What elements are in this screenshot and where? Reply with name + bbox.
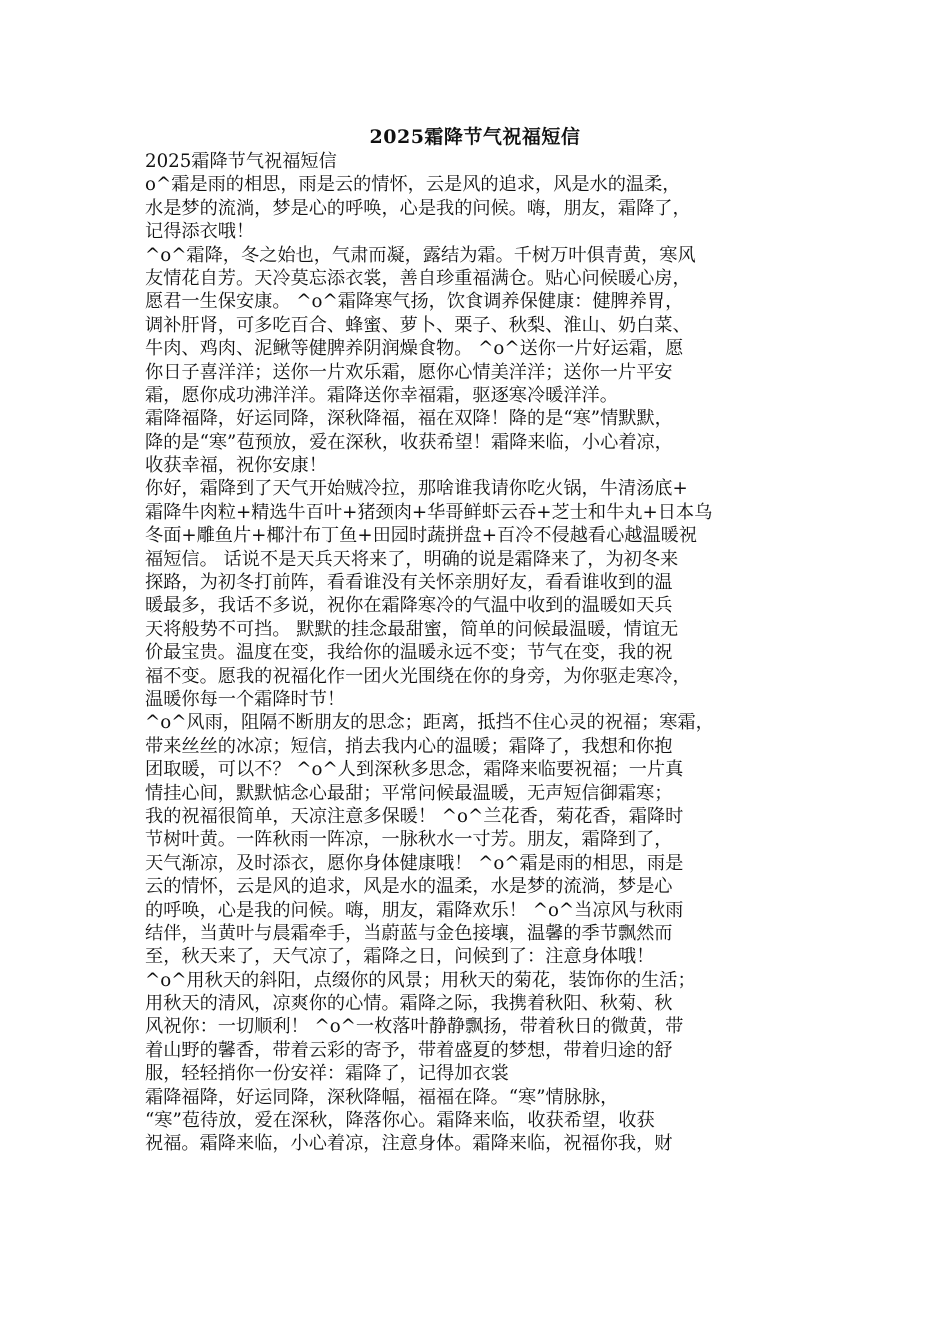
document-body [145, 150, 810, 1156]
body-line: 祝福。霜降来临，小心着凉，注意身体。霜降来临，祝福你我，财 [145, 1133, 673, 1155]
body-line: 霜降福降，好运同降，深秋降福，福在双降！降的是“寒”情默默， [145, 408, 673, 430]
body-line: 收获幸福，祝你安康！ [145, 455, 327, 477]
body-line: 降的是“寒”苞预放，爱在深秋，收获希望！霜降来临，小心着凉， [145, 431, 673, 453]
body-line: 带来丝丝的冰凉；短信，捎去我内心的温暖；霜降了，我想和你抱 [145, 735, 673, 757]
body-line: 暖最多，我话不多说，祝你在霜降寒冷的气温中收到的温暖如天兵 [145, 595, 673, 617]
body-line: 风祝你：一切顺利！ ^o^一枚落叶静静飘扬，带着秋日的微黄，带 [145, 1016, 684, 1038]
body-line: 着山野的馨香，带着云彩的寄予，带着盛夏的梦想，带着归途的舒 [145, 1039, 673, 1061]
body-line: 用秋天的清风，凉爽你的心情。霜降之际，我携着秋阳、秋菊、秋 [145, 993, 673, 1015]
body-line: ^o^用秋天的斜阳，点缀你的风景；用秋天的菊花，装饰你的生活； [145, 969, 696, 991]
body-line: 2025霜降节气祝福短信 [145, 151, 337, 172]
body-line: 情挂心间，默默惦念心最甜；平常问候最温暖，无声短信御霜寒； [145, 782, 673, 804]
body-line: 至，秋天来了，天气凉了，霜降之日，问候到了：注意身体哦！ [145, 946, 655, 968]
document-title: 2025霜降节气祝福短信 [369, 126, 581, 148]
body-line: 霜降牛肉粒+精选牛百叶+猪颈肉+华哥鲜虾云吞+芝士和牛丸+日本乌 [145, 501, 713, 523]
body-line: 霜降福降，好运同降，深秋降幅，福福在降。“寒”情脉脉， [145, 1086, 619, 1108]
body-line: 记得添衣哦！ [145, 221, 255, 243]
body-line: “寒”苞待放，爱在深秋，降落你心。霜降来临，收获希望，收获 [145, 1110, 655, 1132]
body-line: 天气渐凉，及时添衣，愿你身体健康哦！ ^o^霜是雨的相思，雨是 [145, 852, 684, 874]
body-line: 福不变。愿我的祝福化作一团火光围绕在你的身旁，为你驱走寒冷， [145, 665, 691, 687]
body-line: 友情花自芳。天冷莫忘添衣裳，善自珍重福满仓。贴心问候暖心房， [145, 267, 691, 289]
body-line: 调补肝肾，可多吃百合、蜂蜜、萝卜、栗子、秋梨、淮山、奶白菜、 [145, 314, 691, 336]
body-line: 牛肉、鸡肉、泥鳅等健脾养阴润燥食物。 ^o^送你一片好运霜，愿 [145, 338, 684, 360]
body-line: 云的情怀，云是风的追求，风是水的温柔，水是梦的流淌，梦是心 [145, 876, 673, 898]
body-line: 价最宝贵。温度在变，我给你的温暖永远不变；节气在变，我的祝 [145, 642, 673, 664]
body-line: ^o^风雨，阻隔不断朋友的思念；距离，抵挡不住心灵的祝福；寒霜， [145, 712, 714, 734]
body-line: 我的祝福很简单，天凉注意多保暖！ ^o^兰花香，菊花香，霜降时 [145, 805, 684, 827]
body-line: 结伴，当黄叶与晨霜牵手，当蔚蓝与金色接壤，温馨的季节飘然而 [145, 922, 673, 944]
body-line: ^o^霜降，冬之始也，气肃而凝，露结为霜。千树万叶俱青黄，寒风 [145, 244, 696, 266]
body-line: 霜，愿你成功沸洋洋。霜降送你幸福霜，驱逐寒冷暖洋洋。 [145, 384, 618, 406]
body-line: 团取暖，可以不？ ^o^人到深秋多思念，霜降来临要祝福；一片真 [145, 759, 684, 781]
body-line: 福短信。 话说不是天兵天将来了，明确的说是霜降来了，为初冬来 [145, 548, 679, 570]
body-line: 冬面+雕鱼片+椰汁布丁鱼+田园时蔬拼盘+百冷不侵越看心越温暖祝 [145, 525, 698, 547]
body-line: 你日子喜洋洋；送你一片欢乐霜，愿你心情美洋洋；送你一片平安 [145, 361, 673, 383]
body-line: 愿君一生保安康。 ^o^霜降寒气扬，饮食调养保健康：健脾养胃， [145, 291, 684, 313]
body-line: o^霜是雨的相思，雨是云的情怀，云是风的追求，风是水的温柔， [145, 174, 681, 196]
body-line: 你好，霜降到了天气开始贼冷拉，那啥谁我请你吃火锅，牛清汤底+ [145, 478, 688, 500]
body-line: 服，轻轻捎你一份安祥：霜降了，记得加衣裳 [145, 1063, 509, 1085]
body-line: 的呼唤，心是我的问候。嗨，朋友，霜降欢乐！ ^o^当凉风与秋雨 [145, 899, 684, 921]
body-line: 温暖你每一个霜降时节！ [145, 688, 346, 710]
body-line: 天将般势不可挡。 默默的挂念最甜蜜，简单的问候最温暖，情谊无 [145, 618, 679, 640]
body-line: 探路，为初冬打前阵，看看谁没有关怀亲朋好友，看看谁收到的温 [145, 572, 673, 594]
body-line: 节树叶黄。一阵秋雨一阵凉，一脉秋水一寸芳。朋友，霜降到了， [145, 829, 673, 851]
body-line: 水是梦的流淌，梦是心的呼唤，心是我的问候。嗨，朋友，霜降了， [145, 197, 691, 219]
